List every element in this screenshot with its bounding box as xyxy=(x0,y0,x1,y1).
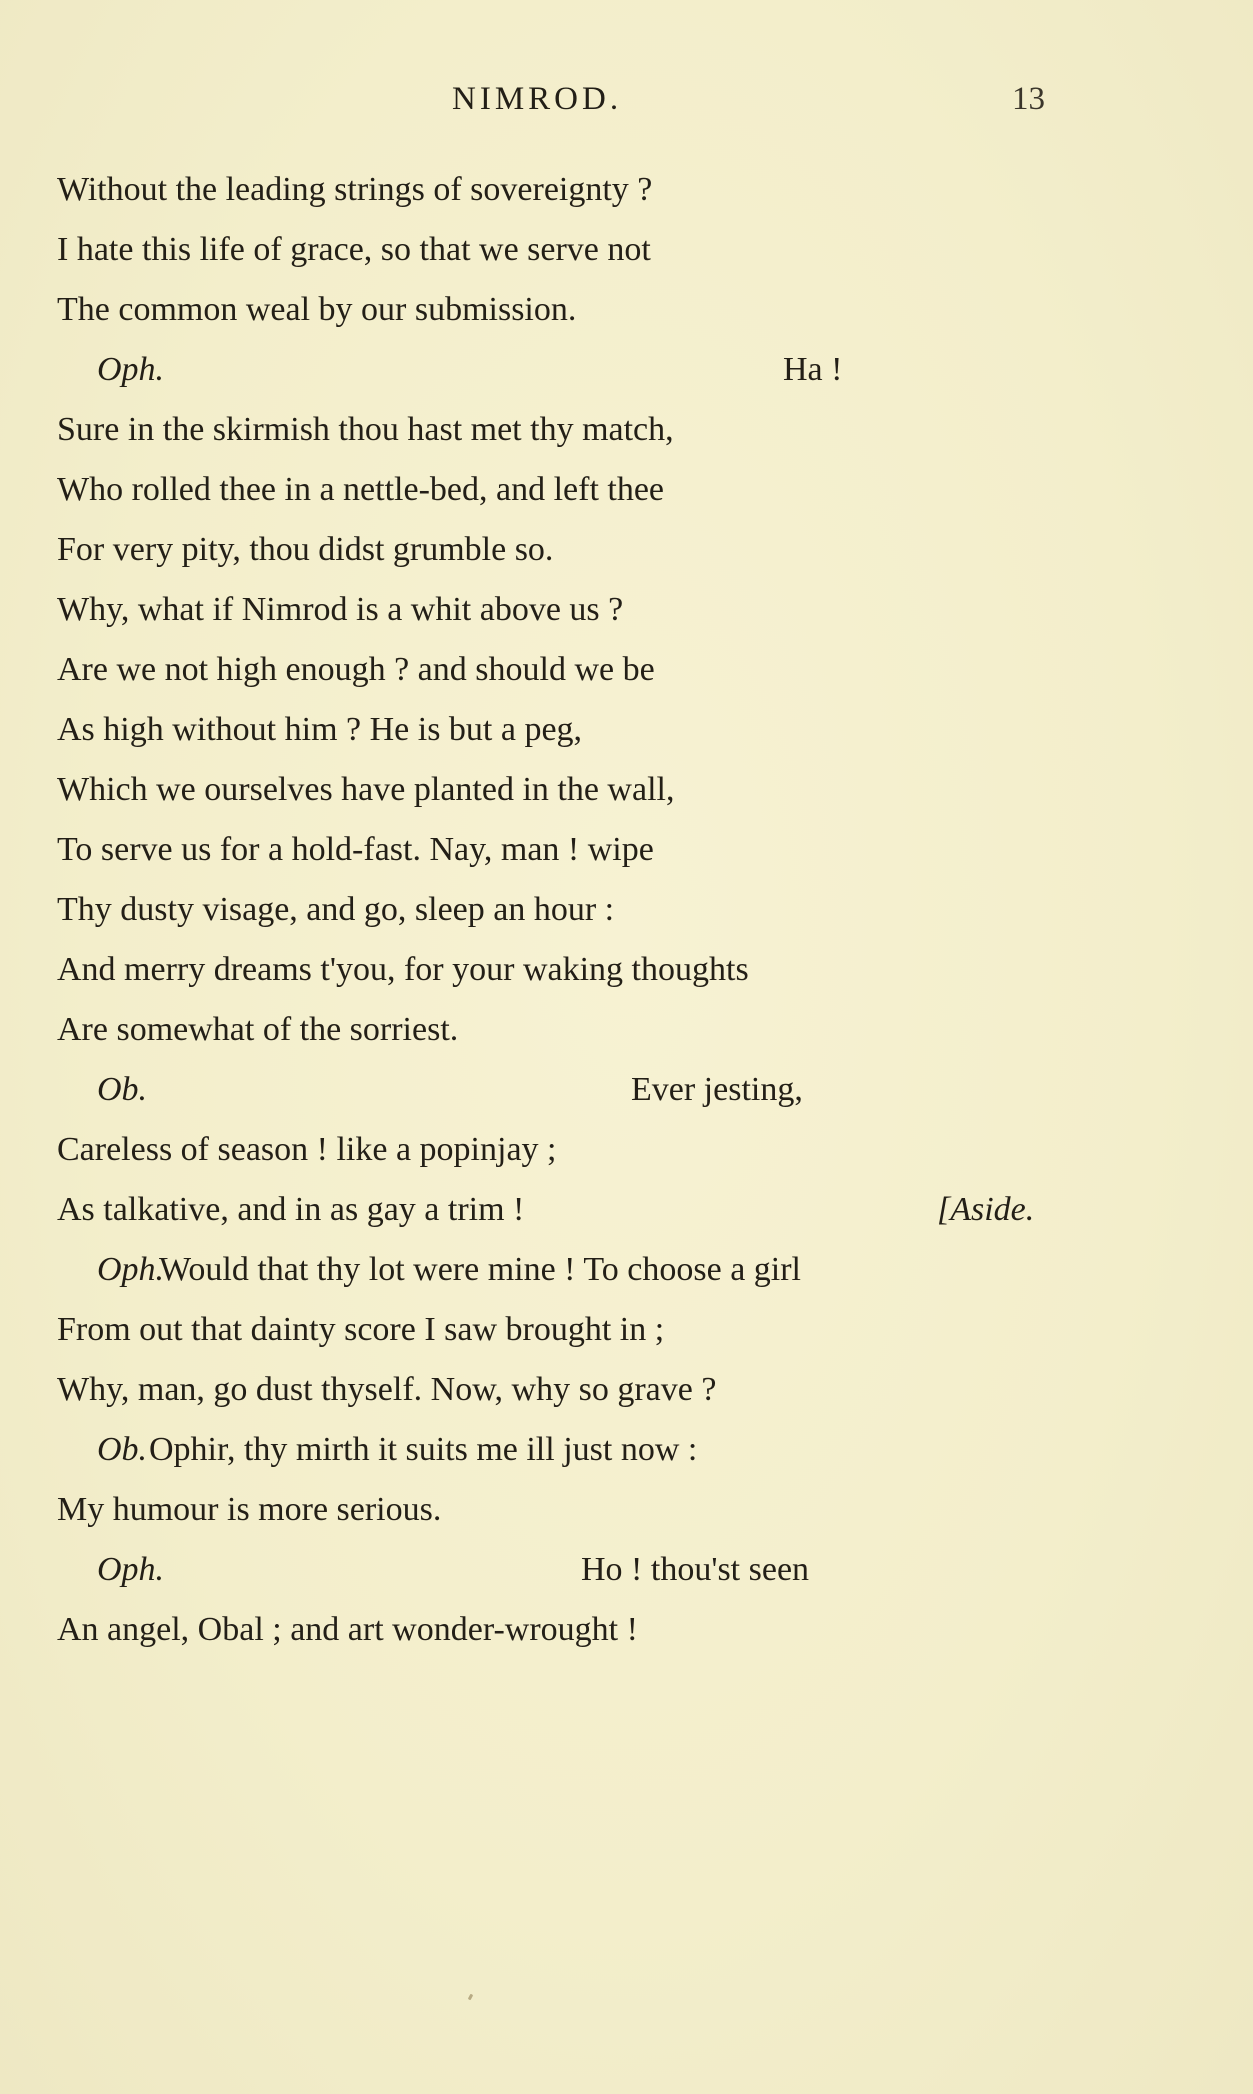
speaker-name: Ob. xyxy=(97,1071,148,1108)
verse-line: Careless of season ! like a popinjay ; xyxy=(57,1131,557,1168)
verse-line: Without the leading strings of sovereignty ? xyxy=(57,171,653,208)
page-number: 13 xyxy=(1012,81,1045,117)
speaker-name: Ob. xyxy=(97,1431,148,1468)
verse-line xyxy=(57,1180,1197,1240)
paper-speck xyxy=(468,1994,473,2001)
speech-line xyxy=(57,340,1197,400)
verse-line: An angel, Obal ; and art wonder-wrought ! xyxy=(57,1611,638,1648)
speech-line xyxy=(57,1060,1197,1120)
stage-direction: [Aside. xyxy=(937,1191,1035,1228)
verse-line: As high without him ? He is but a peg, xyxy=(57,711,583,748)
speaker-name: Oph. xyxy=(97,1251,165,1288)
verse-line: Are we not high enough ? and should we be xyxy=(57,651,655,688)
speech-text: Would that thy lot were mine ! To choose a girl xyxy=(159,1251,801,1288)
speech-text: Ophir, thy mirth it suits me ill just now : xyxy=(149,1431,698,1468)
verse-line: Sure in the skirmish thou hast met thy match, xyxy=(57,411,674,448)
running-head xyxy=(0,74,1253,124)
verse-line: And merry dreams t'you, for your waking thoughts xyxy=(57,951,749,988)
verse-line: Thy dusty visage, and go, sleep an hour : xyxy=(57,891,615,928)
speech-text: Ha ! xyxy=(783,351,843,388)
speaker-name: Oph. xyxy=(97,1551,165,1588)
speech-text: Ever jesting, xyxy=(631,1071,803,1108)
verse-line: From out that dainty score I saw brought in ; xyxy=(57,1311,665,1348)
speech-text: As talkative, and in as gay a trim ! xyxy=(57,1191,525,1228)
verse-line: The common weal by our submission. xyxy=(57,291,577,328)
verse-line: Are somewhat of the sorriest. xyxy=(57,1011,459,1048)
verse-line: Which we ourselves have planted in the wall, xyxy=(57,771,675,808)
speech-line xyxy=(57,1540,1197,1600)
speech-line xyxy=(57,1240,1197,1300)
verse-line: To serve us for a hold-fast. Nay, man ! wipe xyxy=(57,831,654,868)
verse-line: Why, what if Nimrod is a whit above us ? xyxy=(57,591,624,628)
verse-text xyxy=(57,160,1197,1660)
running-title: NIMROD. xyxy=(452,81,623,117)
verse-line: I hate this life of grace, so that we serve not xyxy=(57,231,651,268)
verse-line: My humour is more serious. xyxy=(57,1491,442,1528)
speech-line xyxy=(57,1420,1197,1480)
verse-line: For very pity, thou didst grumble so. xyxy=(57,531,554,568)
verse-line: Why, man, go dust thyself. Now, why so grave ? xyxy=(57,1371,717,1408)
speech-text: Ho ! thou'st seen xyxy=(581,1551,810,1588)
verse-line: Who rolled thee in a nettle-bed, and left thee xyxy=(57,471,665,508)
speaker-name: Oph. xyxy=(97,351,165,388)
